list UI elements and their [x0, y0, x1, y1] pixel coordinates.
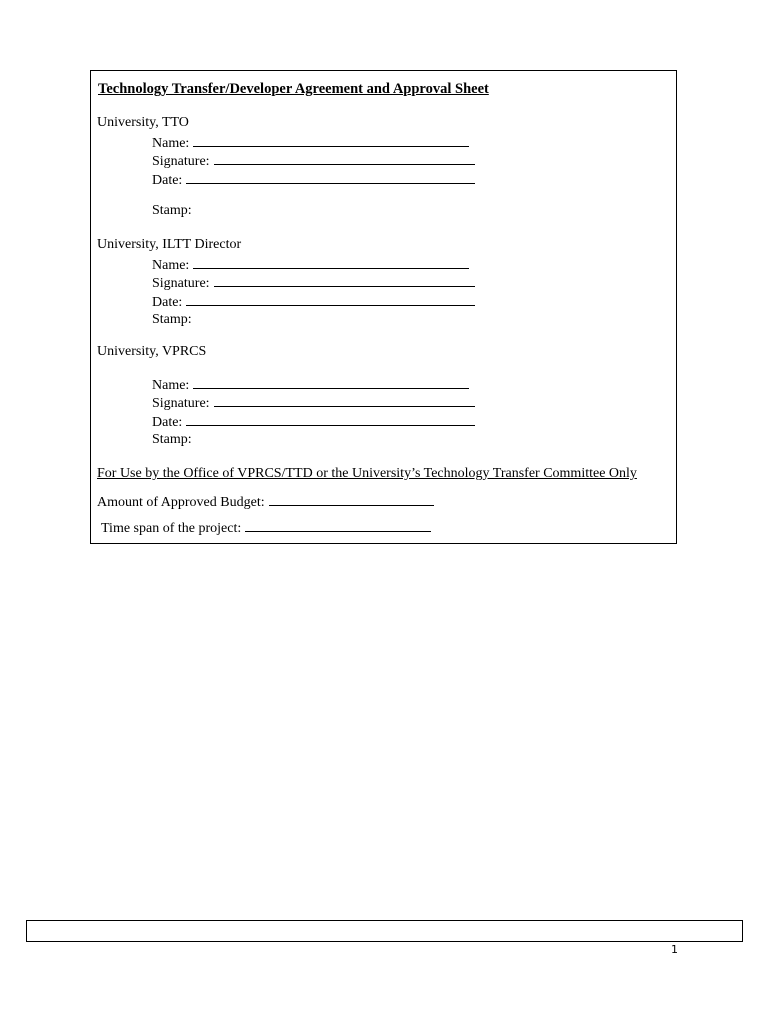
vprcs-date-label: Date: [152, 415, 183, 430]
budget-blank[interactable] [269, 492, 434, 506]
tto-stamp-label: Stamp: [152, 203, 192, 218]
iltt-name-field[interactable] [152, 255, 469, 275]
tto-signature-blank[interactable] [214, 151, 475, 165]
form-title: Technology Transfer/Developer Agreement and Approval Sheet [98, 81, 489, 97]
iltt-name-label: Name: [152, 258, 190, 273]
tto-name-label: Name: [152, 136, 190, 151]
budget-field[interactable] [97, 492, 434, 512]
timespan-label: Time span of the project: [101, 521, 242, 536]
vprcs-date-field[interactable] [152, 412, 475, 432]
approval-sheet-box [90, 70, 677, 544]
vprcs-signature-label: Signature: [152, 396, 210, 411]
vprcs-stamp-label: Stamp: [152, 432, 192, 447]
iltt-signature-label: Signature: [152, 276, 210, 291]
section-heading-tto: University, TTO [97, 115, 189, 130]
timespan-blank[interactable] [245, 518, 431, 532]
tto-name-field[interactable] [152, 133, 469, 153]
office-use-note: For Use by the Office of VPRCS/TTD or the University’s Technology Transfer Committee Only [97, 466, 637, 481]
tto-date-blank[interactable] [186, 170, 475, 184]
timespan-field[interactable] [101, 518, 431, 538]
vprcs-name-blank[interactable] [193, 375, 469, 389]
vprcs-name-field[interactable] [152, 375, 469, 395]
section-heading-vprcs: University, VPRCS [97, 344, 207, 359]
vprcs-signature-blank[interactable] [214, 393, 475, 407]
tto-signature-field[interactable] [152, 151, 475, 171]
tto-signature-label: Signature: [152, 154, 210, 169]
iltt-date-blank[interactable] [186, 292, 475, 306]
vprcs-signature-field[interactable] [152, 393, 475, 413]
section-heading-iltt: University, ILTT Director [97, 237, 242, 252]
iltt-signature-blank[interactable] [214, 273, 475, 287]
tto-name-blank[interactable] [193, 133, 469, 147]
page-number: 1 [671, 943, 678, 956]
iltt-signature-field[interactable] [152, 273, 475, 293]
iltt-date-label: Date: [152, 295, 183, 310]
tto-date-label: Date: [152, 173, 183, 188]
iltt-name-blank[interactable] [193, 255, 469, 269]
iltt-date-field[interactable] [152, 292, 475, 312]
vprcs-name-label: Name: [152, 378, 190, 393]
iltt-stamp-label: Stamp: [152, 312, 192, 327]
budget-label: Amount of Approved Budget: [97, 495, 265, 510]
vprcs-date-blank[interactable] [186, 412, 475, 426]
footer-box [26, 920, 743, 942]
tto-date-field[interactable] [152, 170, 475, 190]
